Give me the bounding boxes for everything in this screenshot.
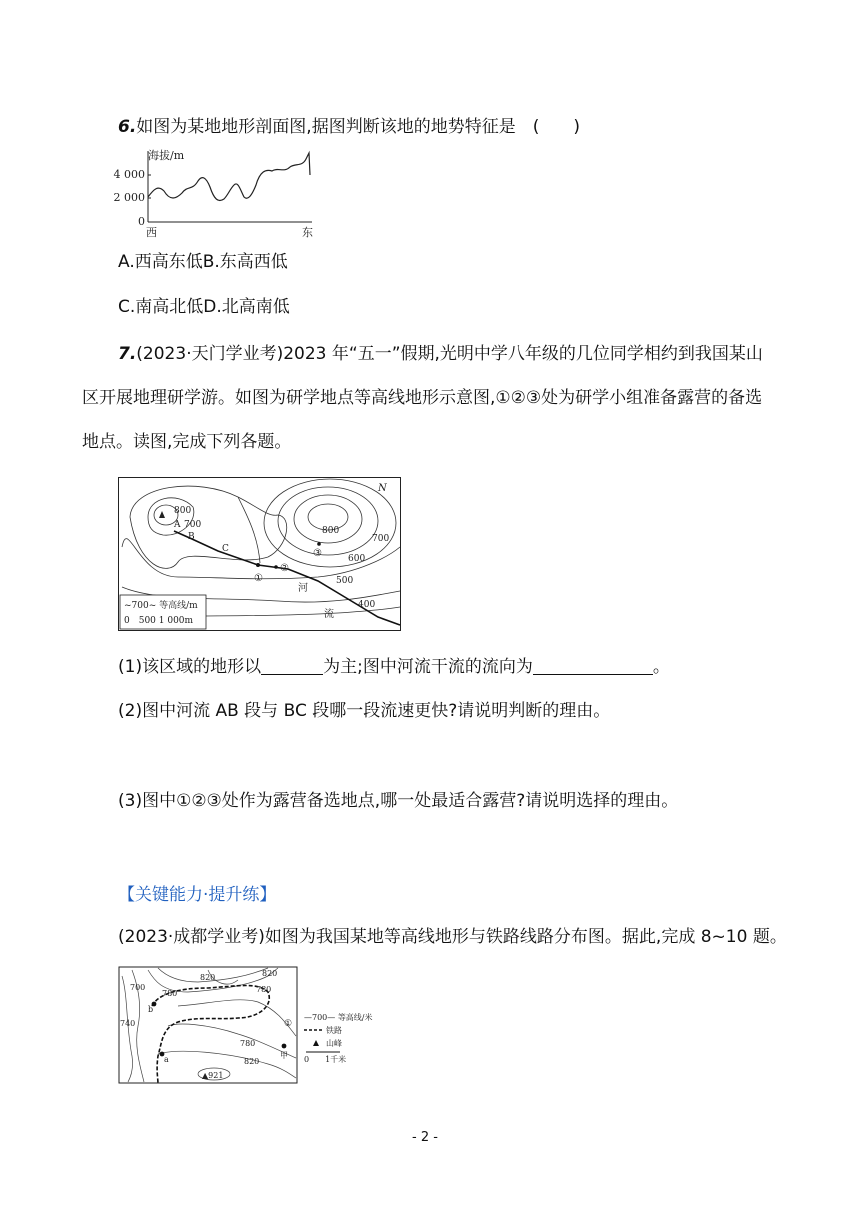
q6-ytick-2000: 2 000 <box>113 191 145 204</box>
svg-text:800: 800 <box>174 506 192 516</box>
q6-stem: 6.如图为某地地形剖面图,据图判断该地的地势特征是 ( ) <box>118 117 580 137</box>
q6-ytick-4000: 4 000 <box>113 168 145 181</box>
q7-number: 7. <box>118 344 137 364</box>
svg-text:820: 820 <box>244 1057 260 1066</box>
svg-text:700: 700 <box>130 983 146 992</box>
q7-river-label-1: 河 <box>298 583 308 594</box>
q7-point-b: B <box>188 532 195 542</box>
q6-option-d: D.北高南低 <box>203 297 290 317</box>
north-arrow-icon: N <box>378 483 387 494</box>
map2-legend-peak: 山峰 <box>326 1039 342 1048</box>
q7-scale: 0 500 1 000m <box>124 616 194 626</box>
map2-point-b: b <box>148 1005 154 1014</box>
q7-sub3: (3)图中①②③处作为露营备选地点,哪一处最适合露营?请说明选择的理由。 <box>118 791 679 811</box>
map2-legend-contour: —700— 等高线/米 <box>304 1013 373 1022</box>
q7-river-label-2: 流 <box>324 609 334 620</box>
q7-legend-contour: ~700~ 等高线/m <box>124 601 198 611</box>
q6-ylabel: 海拔/m <box>148 149 185 162</box>
svg-text:740: 740 <box>120 1019 136 1028</box>
q7-point-a: A <box>174 520 181 530</box>
svg-text:780: 780 <box>240 1039 256 1048</box>
svg-text:700: 700 <box>372 534 390 544</box>
map2-scale: 0 1千米 <box>304 1055 347 1064</box>
svg-text:800: 800 <box>322 526 340 536</box>
svg-text:820: 820 <box>262 969 278 978</box>
q7-sub1: (1)该区域的地形以 为主;图中河流干流的流向为 。 <box>118 657 670 677</box>
q7-stem-line2: 区开展地理研学游。如图为研学地点等高线地形示意图,①②③处为研学小组准备露营的备选 <box>82 388 763 408</box>
q7-site-2: ② <box>280 563 289 574</box>
answer-blank-terrain[interactable] <box>261 656 323 675</box>
q6-option-a: A.西高东低 <box>118 252 203 272</box>
q6-options-row2 <box>118 295 290 319</box>
q7-site-3: ③ <box>313 548 322 559</box>
map2-point-a: a <box>164 1055 169 1064</box>
svg-text:780: 780 <box>162 989 178 998</box>
q7-contour-map <box>118 477 402 632</box>
q7-stem-line1: 7.(2023·天门学业考)2023 年“五一”假期,光明中学八年级的几位同学相约到我国某山 <box>118 344 763 364</box>
map2-point-1: ① <box>284 1019 293 1029</box>
svg-text:500: 500 <box>336 576 354 586</box>
svg-text:600: 600 <box>348 554 366 564</box>
q6-options-row1 <box>118 250 288 274</box>
q7-site-1: ① <box>254 573 263 584</box>
svg-text:700: 700 <box>184 520 202 530</box>
q6-number: 6. <box>118 117 137 137</box>
section-title: 【关键能力·提升练】 <box>118 885 277 905</box>
q6-ytick-0: 0 <box>138 215 145 228</box>
q6-x-east: 东 <box>302 226 313 239</box>
q6-option-c: C.南高北低 <box>118 297 204 317</box>
q7-sub2: (2)图中河流 AB 段与 BC 段哪一段流速更快?请说明判断的理由。 <box>118 701 611 721</box>
mountain-peak-icon: ▲921 <box>202 1071 224 1080</box>
map2-legend-rail: 铁路 <box>326 1026 342 1035</box>
page-number: - 2 - <box>412 1130 438 1145</box>
q8-10-intro: (2023·成都学业考)如图为我国某地等高线地形与铁路线路分布图。据此,完成 8~10 题。 <box>118 927 787 947</box>
answer-blank-flow-direction[interactable] <box>533 656 653 675</box>
map2-point-jia: 甲 <box>280 1051 288 1060</box>
svg-text:820: 820 <box>200 973 216 982</box>
q7-stem-line3: 地点。读图,完成下列各题。 <box>82 432 292 452</box>
svg-text:400: 400 <box>358 600 376 610</box>
q7-point-c: C <box>222 544 229 554</box>
q6-x-west: 西 <box>146 226 157 239</box>
q8-10-rail-map <box>118 966 373 1086</box>
svg-text:780: 780 <box>256 985 272 994</box>
q6-profile-figure <box>113 145 320 239</box>
q6-answer-paren: ( ) <box>532 117 580 137</box>
q6-option-b: B.东高西低 <box>202 252 288 272</box>
